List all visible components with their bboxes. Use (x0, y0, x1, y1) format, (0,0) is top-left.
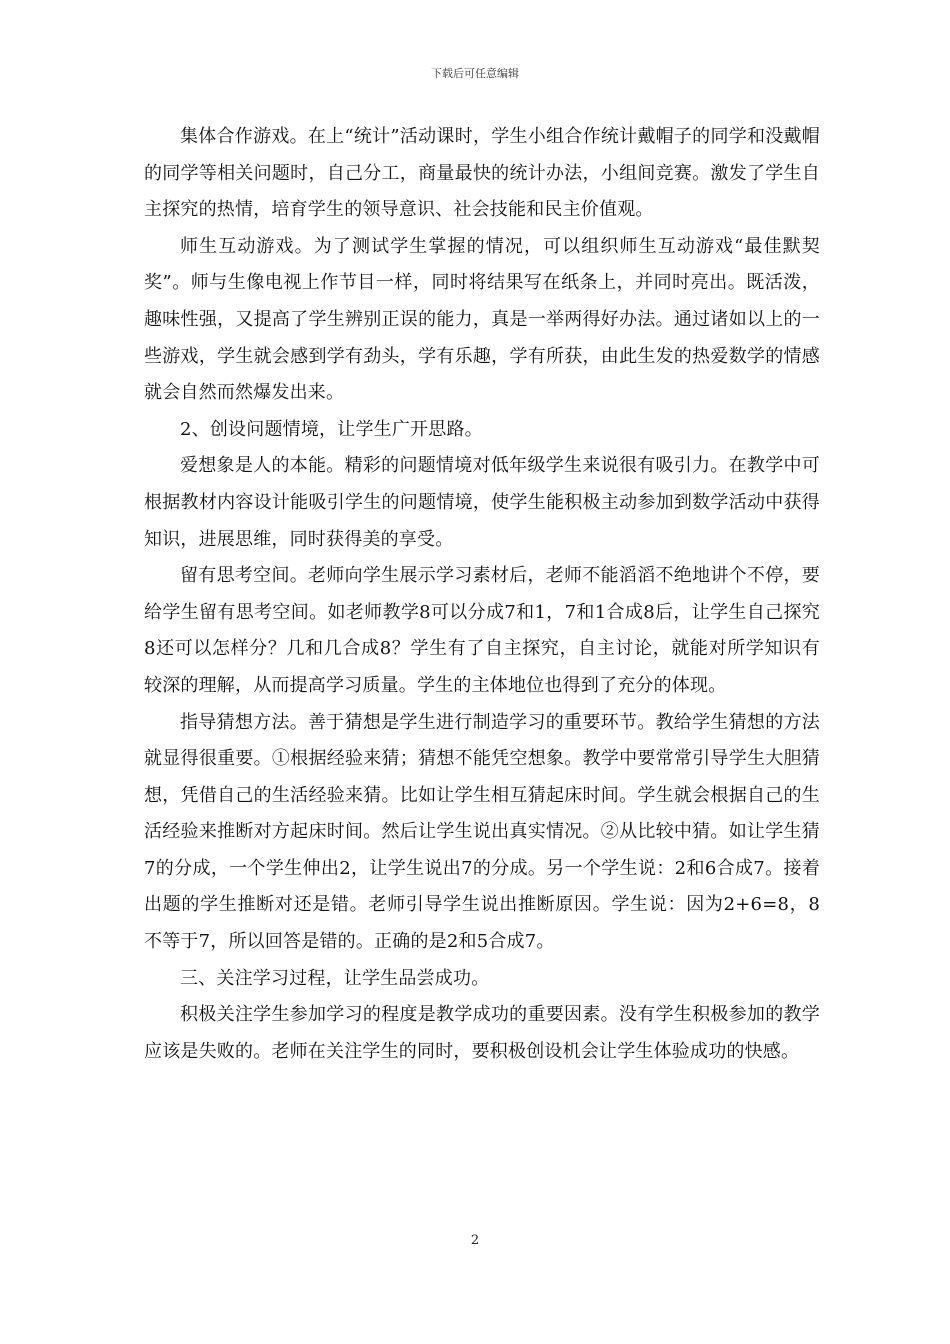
paragraph-thinking-space: 留有思考空间。老师向学生展示学习素材后，老师不能滔滔不绝地讲个不停，要给学生留有思考空间。如老师教学8可以分成7和1，7和1合成8后，让学生自己探究8还可以怎样分？几和几合成8？学生有了自主探究，自主讨论，就能对所学知识有较深的理解，从而提高学习质量。学生的主体地位也得到了充分的体现。 (144, 565, 820, 696)
paragraph-section-heading-3: 三、关注学习过程，让学生品尝成功。 (180, 967, 490, 989)
paragraph-section-heading-2: 2、创设问题情境，让学生广开思路。 (180, 418, 483, 440)
paragraph-imagination: 爱想象是人的本能。精彩的问题情境对低年级学生来说很有吸引力。在教学中可根据教材内容设计能吸引学生的问题情境，使学生能积极主动参加到数学活动中获得知识，进展思维，同时获得美的享受。 (144, 455, 820, 550)
document-body (144, 119, 820, 1070)
paragraph-group-cooperation-game: 集体合作游戏。在上“统计”活动课时，学生小组合作统计戴帽子的同学和没戴帽的同学等相关问题时，自己分工，商量最快的统计办法，小组间竞赛。激发了学生自主探究的热情，培育学生的领导意识、社会技能和民主价值观。 (144, 126, 820, 221)
page-header: 下载后可任意编辑 (431, 67, 519, 80)
paragraph-learning-process: 积极关注学生参加学习的程度是教学成功的重要因素。没有学生积极参加的教学应该是失败的。老师在关注学生的同时，要积极创设机会让学生体验成功的快感。 (144, 1004, 820, 1062)
page-number: 2 (470, 1233, 480, 1248)
paragraph-teacher-student-game: 师生互动游戏。为了测试学生掌握的情况，可以组织师生互动游戏“最佳默契奖”。师与生像电视上作节目一样，同时将结果写在纸条上，并同时亮出。既活泼，趣味性强，又提高了学生辨别正误的能力，真是一举两得好办法。通过诸如以上的一些游戏，学生就会感到学有劲头，学有乐趣，学有所获，由此生发的热爱数学的情感就会自然而然爆发出来。 (144, 235, 820, 404)
paragraph-guess-methods: 指导猜想方法。善于猜想是学生进行制造学习的重要环节。教给学生猜想的方法就显得很重要。①根据经验来猜；猜想不能凭空想象。教学中要常常引导学生大胆猜想，凭借自己的生活经验来猜。比如让学生相互猜起床时间。学生就会根据自己的生活经验来推断对方起床时间。然后让学生说出真实情况。②从比较中猜。如让学生猜7的分成，一个学生伸出2，让学生说出7的分成。另一个学生说：2和6合成7。接着出题的学生推断对还是错。老师引导学生说出推断原因。学生说：因为2+6=8，8不等于7，所以回答是错的。正确的是2和5合成7。 (144, 711, 820, 953)
